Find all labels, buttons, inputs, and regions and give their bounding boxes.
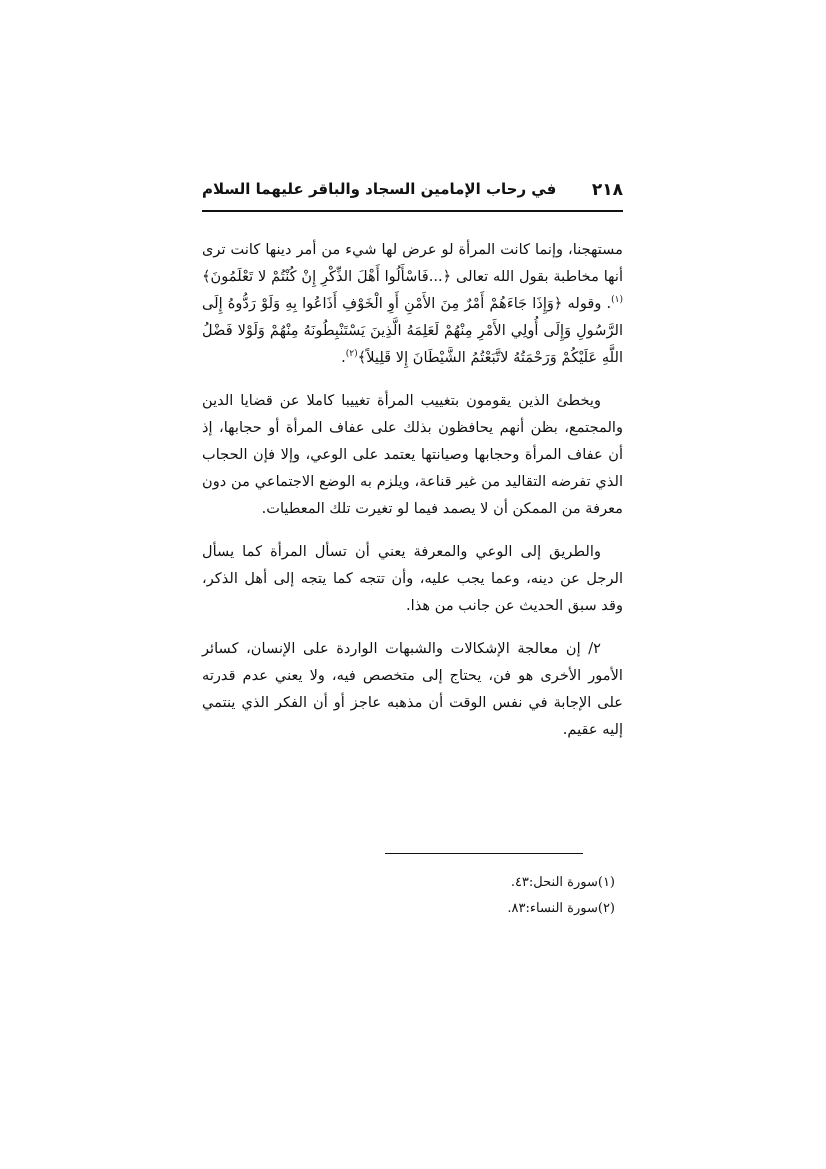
footnotes: [202, 870, 623, 922]
paragraph-1-text-c: .: [341, 349, 346, 366]
header-rule: [202, 210, 623, 212]
footnote-1: (١)سورة النحل:٤٣.: [510, 875, 615, 890]
paragraph-1-text-b: . وقوله ﴿وَإِذَا جَاءَهُمْ أَمْرٌ مِنَ الأَمْنِ أَوِ الْخَوْفِ أَذَاعُوا بِهِ وَلَوْ رَدُّوهُ إِلَى الرَّسُولِ وَإِلَى أُولِي الأَمْرِ مِنْهُمْ لَعَلِمَهُ الَّذِينَ يَسْتَنْبِطُونَهُ مِنْهُمْ وَلَوْلا فَضْلُ اللَّهِ عَلَيْكُمْ وَرَحْمَتُهُ لاتَّبَعْتُمُ الشَّيْطَانَ إِلا قَلِيلاً﴾: [202, 295, 623, 366]
running-title: في رحاب الإمامين السجاد والباقر عليهما السلام: [202, 180, 557, 198]
footnote-rule: [385, 853, 583, 854]
footnote-ref-1[interactable]: (١): [611, 295, 623, 306]
paragraph-1: [202, 236, 623, 371]
footnote-2: (٢)سورة النساء:٨٣.: [507, 901, 615, 916]
paragraph-2: ويخطئ الذين يقومون بتغييب المرأة تغييبا كاملا عن قضايا الدين والمجتمع، بظن أنهم يحافظون بذلك على عفاف المرأة أو حجابها، إذ أن عفاف المرأة وحجابها وصيانتها يعتمد على الوعي، وإلا فإن الحجاب الذي تفرضه التقاليد من غير قناعة، ويلزم به الوضع الاجتماعي من دون معرفة من الممكن أن لا يصمد فيما لو تغيرت تلك المعطيات.: [202, 392, 623, 517]
paragraph-3: والطريق إلى الوعي والمعرفة يعني أن تسأل المرأة كما يسأل الرجل عن دينه، وعما يجب عليه، وأن تتجه كما يتجه إلى أهل الذكر، وقد سبق الحديث عن جانب من هذا.: [202, 543, 623, 614]
footnote-ref-2[interactable]: (٢): [345, 349, 358, 360]
paragraph-1-text-a: مستهجنا، وإنما كانت المرأة لو عرض لها شيء من أمر دينها كانت ترى أنها مخاطبة بقول الله تعالى ﴿...فَاسْأَلُوا أَهْلَ الذِّكْرِ إِنْ كُنْتُمْ لا تَعْلَمُونَ﴾: [202, 241, 623, 285]
page-number: ٢١٨: [591, 180, 623, 200]
page-header: [202, 178, 623, 206]
paragraph-4: ٢/ إن معالجة الإشكالات والشبهات الواردة على الإنسان، كسائر الأمور الأخرى هو فن، يحتاج إلى متخصص فيه، ولا يعني عدم قدرته على الإجابة في نفس الوقت أن مذهبه عاجز أو أن الفكر الذي ينتمي إليه عقيم.: [202, 640, 623, 738]
body-text: [202, 236, 623, 759]
